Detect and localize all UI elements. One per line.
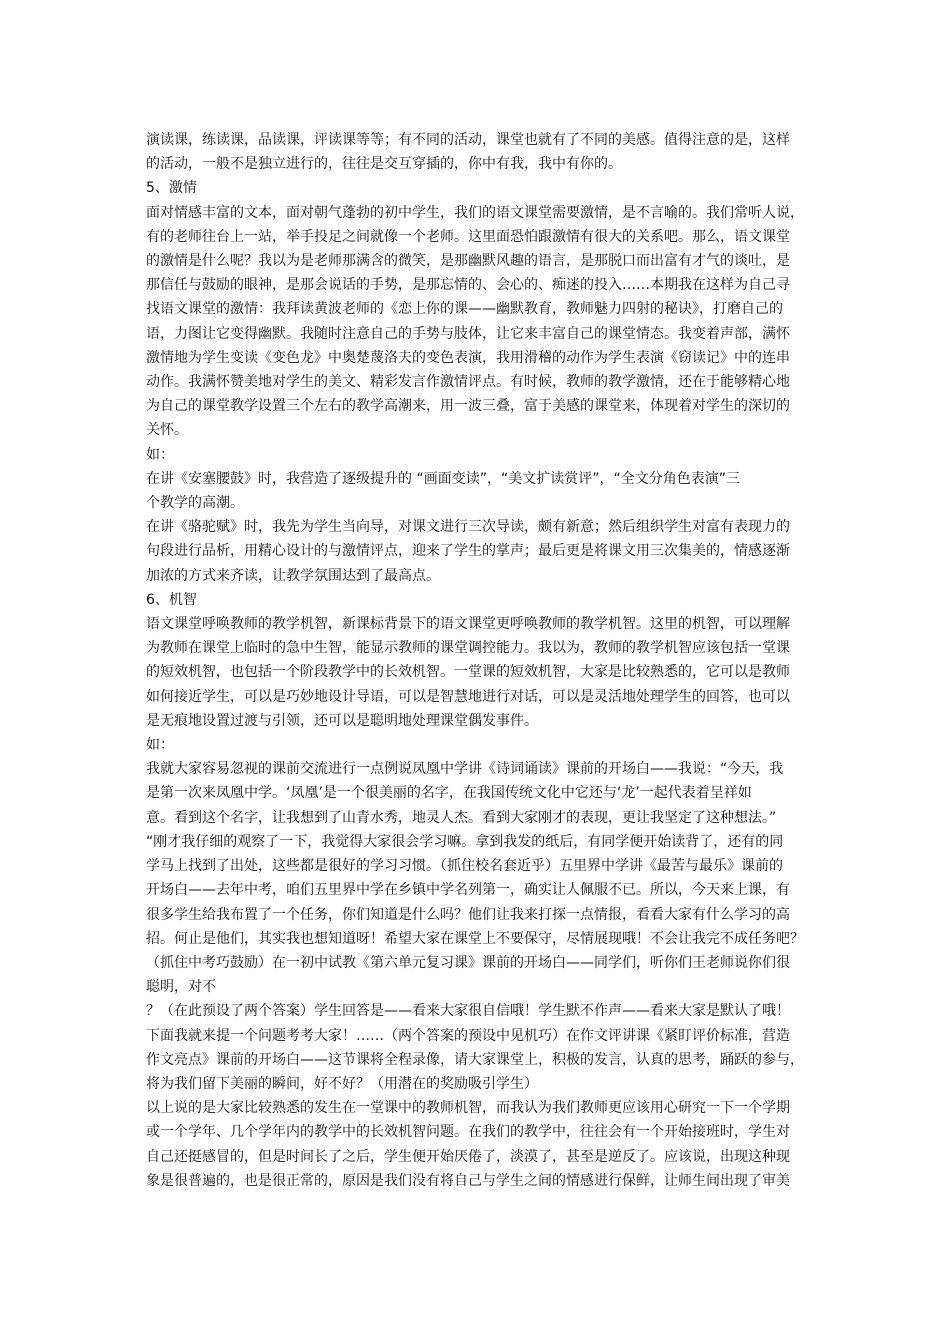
- text-line: 演读课，练读课，品读课，评读课等等；有不同的活动，课堂也就有了不同的美感。值得注意的是，这样: [146, 132, 790, 148]
- text-line: 是第一次来凤凰中学。‘凤凰’是一个很美丽的名字，在我国传统文化中它还与‘龙’一起代表着呈祥如: [146, 785, 752, 802]
- text-line: 的激情是什么呢？我以为是老师那满含的微笑，是那幽默风趣的语言，是那脱口而出富有才气的谈吐，是: [146, 253, 790, 270]
- text-line: 为教师在课堂上临时的急中生智，能显示教师的课堂调控能力。我以为，教师的教学机智应该包括一堂课: [146, 640, 790, 657]
- text-line: 如：: [146, 737, 174, 754]
- text-line: 的活动，一般不是独立进行的，往往是交互穿插的，你中有我，我中有你的。: [146, 156, 622, 173]
- text-line: 很多学生给我布置了一个任务，你们知道是什么吗？他们让我来打探一点情报，看看大家有什么学习的高: [146, 906, 790, 923]
- text-line: 语，力图让它变得幽默。我随时注意自己的手势与肢体，让它来丰富自己的课堂情态。我变着声部，满怀: [146, 325, 790, 342]
- text-line: 象是很普遍的，也是很正常的，原因是我们没有将自己与学生之间的情感进行保鲜，让师生间出现了审美: [146, 1172, 790, 1189]
- text-line: 或一个学年、几个学年内的教学中的长效机智问题。在我们的教学中，往往会有一个开始接班时，学生对: [146, 1124, 790, 1141]
- text-line: 在讲《骆驼赋》时，我先为学生当向导，对课文进行三次导读，颇有新意；然后组织学生对富有表现力的: [146, 519, 790, 536]
- text-line: 6、机智: [146, 591, 197, 608]
- text-line: ？（在此预设了两个答案）学生回答是——看来大家很自信哦！学生默不作声——看来大家是默认了哦！: [146, 1003, 790, 1020]
- text-line: 在讲《安塞腰鼓》时，我营造了逐级提升的 “画面变读”，“美文扩读赏评”，“全文分角色表演”三: [146, 470, 740, 487]
- text-line: （抓住中考巧鼓励）在一初中试教《第六单元复习课》课前的开场白——同学们，听你们王老师说你们很: [146, 954, 790, 971]
- text-line: 作文亮点》课前的开场白——这节课将全程录像，请大家课堂上，积极的发言，认真的思考，踊跃的参与，: [146, 1051, 804, 1068]
- text-line: 句段进行品析，用精心设计的与激情评点，迎来了学生的掌声；最后更是将课文用三次集美的，情感逐渐: [146, 543, 790, 560]
- document-body: [146, 128, 810, 1193]
- text-line: 将为我们留下美丽的瞬间，好不好？（用潜在的奖励吸引学生）: [146, 1075, 538, 1092]
- text-line: 是无痕地设置过渡与引领，还可以是聪明地处理课堂偶发事件。: [146, 712, 538, 729]
- text-line: 动作。我满怀赞美地对学生的美文、精彩发言作激情评点。有时候，教师的教学激情，还在于能够精心地: [146, 374, 790, 391]
- text-line: 那信任与鼓励的眼神，是那会说话的手势，是那忘情的、会心的、痴迷的投入……本期我在这样为自己寻: [146, 277, 790, 294]
- text-line: “刚才我仔细的观察了一下，我觉得大家很会学习嘛。拿到我发的纸后，有同学便开始读背了，还有的同: [146, 833, 784, 850]
- text-line: 聪明，对不: [146, 979, 216, 996]
- text-line: 意。看到这个名字，让我想到了山青水秀，地灵人杰。看到大家刚才的表现，更让我坚定了这种想法。”: [146, 809, 777, 826]
- text-line: 下面我就来提一个问题考考大家！……（两个答案的预设中见机巧）在作文评讲课《紧盯评价标准，营造: [146, 1027, 790, 1044]
- text-line: 关怀。: [146, 422, 188, 439]
- text-line: 学马上找到了出处，这些都是很好的学习习惯。（抓住校名套近乎）五里界中学讲《最苦与最乐》课前的: [146, 858, 783, 875]
- text-line: 自己还挺感冒的，但是时间长了之后，学生便开始厌倦了，淡漠了，甚至是逆反了。应该说，出现这种现: [146, 1148, 790, 1165]
- text-line: 如：: [146, 446, 174, 463]
- text-line: 有的老师往台上一站，举手投足之间就像一个老师。这里面恐怕跟激情有很大的关系吧。那么，语文课堂: [146, 228, 790, 245]
- text-line: 的短效机智，也包括一个阶段教学中的长效机智。一堂课的短效机智，大家是比较熟悉的，它可以是教师: [146, 664, 790, 681]
- text-line: 加浓的方式来齐读，让教学氛围达到了最高点。: [146, 567, 440, 584]
- text-line: 语文课堂呼唤教师的教学机智，新课标背景下的语文课堂更呼唤教师的教学机智。这里的机智，可以理解: [146, 616, 790, 633]
- text-line: 找语文课堂的激情：我拜读黄波老师的《恋上你的课——幽默教育，教师魅力四射的秘诀》，打磨自己的: [146, 301, 783, 318]
- text-line: 5、激情: [146, 180, 197, 197]
- text-line: 招。何止是他们，其实我也想知道呀！希望大家在课堂上不要保守，尽情展现哦！不会让我完不成任务吧？: [146, 930, 804, 947]
- text-line: 我就大家容易忽视的课前交流进行一点例说凤凰中学讲《诗词诵读》课前的开场白——我说：“今天，我: [146, 761, 784, 778]
- text-line: 个教学的高潮。: [146, 495, 244, 512]
- text-line: 面对情感丰富的文本，面对朝气蓬勃的初中学生，我们的语文课堂需要激情，是不言喻的。我们常听人说，: [146, 204, 804, 221]
- text-line: 激情地为学生变读《变色龙》中奥楚蔑洛夫的变色表演，我用滑稽的动作为学生表演《窃读记》中的连串: [146, 349, 790, 366]
- text-line: 以上说的是大家比较熟悉的发生在一堂课中的教师机智，而我认为我们教师更应该用心研究一下一个学期: [146, 1100, 790, 1117]
- text-line: 如何接近学生，可以是巧妙地设计导语，可以是智慧地进行对话，可以是灵活地处理学生的回答，也可以: [146, 688, 790, 705]
- text-line: 开场白——去年中考，咱们五里界中学在乡镇中学名列第一，确实让人佩服不已。所以，今天来上课，有: [146, 882, 790, 899]
- text-line: 为自己的课堂教学设置三个左右的教学高潮来，用一波三叠，富于美感的课堂来，体现着对学生的深切的: [146, 398, 790, 415]
